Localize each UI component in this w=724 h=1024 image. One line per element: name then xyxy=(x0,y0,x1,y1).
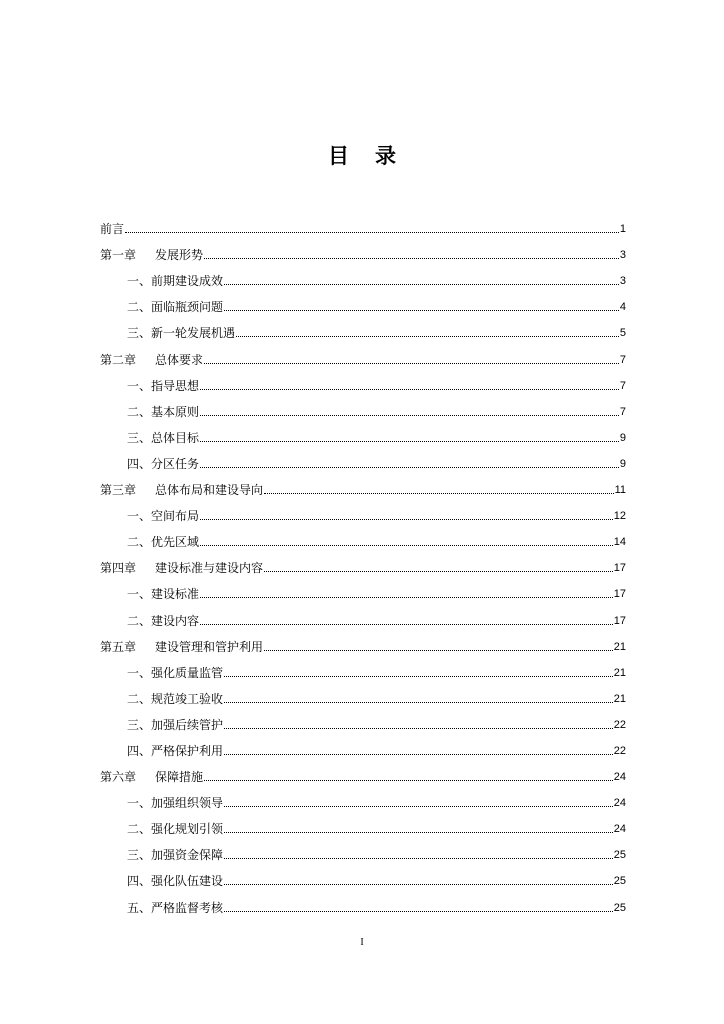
toc-dot-leader xyxy=(224,728,613,729)
toc-dot-leader xyxy=(224,676,613,677)
toc-entry-label: 总体布局和建设导向 xyxy=(155,483,264,498)
toc-page-number: 17 xyxy=(613,588,626,601)
toc-section-entry[interactable] xyxy=(100,706,626,732)
toc-chapter-number: 第一章 xyxy=(100,248,137,263)
toc-dot-leader xyxy=(200,389,619,390)
toc-entry-label: 一、建设标准 xyxy=(127,587,200,602)
toc-page-number: 9 xyxy=(619,431,626,444)
toc-entry-label: 一、前期建设成效 xyxy=(127,274,224,289)
toc-page-number: 7 xyxy=(619,405,626,418)
toc-section-entry[interactable] xyxy=(100,862,626,888)
toc-chapter-number: 第三章 xyxy=(100,483,137,498)
toc-page-number: 5 xyxy=(619,327,626,340)
toc-page-number: 24 xyxy=(613,823,626,836)
toc-dot-leader xyxy=(204,780,613,781)
toc-dot-leader xyxy=(224,884,613,885)
page-title xyxy=(0,140,724,170)
toc-page-number: 22 xyxy=(613,718,626,731)
toc-page-number: 12 xyxy=(613,510,626,523)
toc-entry-label: 发展形势 xyxy=(155,248,204,263)
toc-dot-leader xyxy=(200,597,613,598)
title-char-2: 录 xyxy=(375,143,396,168)
toc-page-number: 1 xyxy=(619,223,626,236)
toc-entry-label: 前言 xyxy=(100,222,125,237)
toc-dot-leader xyxy=(200,545,613,546)
toc-page-number: 21 xyxy=(613,640,626,653)
toc-entry-label: 四、分区任务 xyxy=(127,456,200,471)
toc-chapter-number: 第四章 xyxy=(100,561,137,576)
toc-section-entry[interactable] xyxy=(100,314,626,340)
toc-section-entry[interactable] xyxy=(100,262,626,288)
toc-chapter-number: 第二章 xyxy=(100,352,137,367)
toc-dot-leader xyxy=(224,310,619,311)
table-of-contents xyxy=(100,210,626,915)
toc-entry-label: 二、优先区域 xyxy=(127,535,200,550)
toc-dot-leader xyxy=(125,232,619,233)
toc-entry-label: 建设标准与建设内容 xyxy=(155,561,264,576)
toc-chapter-entry[interactable] xyxy=(100,628,626,654)
toc-dot-leader xyxy=(200,624,613,625)
toc-section-entry[interactable] xyxy=(100,601,626,627)
toc-page-number: 24 xyxy=(613,771,626,784)
toc-dot-leader xyxy=(200,415,619,416)
toc-chapter-entry[interactable] xyxy=(100,340,626,366)
toc-section-entry[interactable] xyxy=(100,497,626,523)
toc-section-entry[interactable] xyxy=(100,523,626,549)
toc-entry-label: 总体要求 xyxy=(155,352,204,367)
toc-dot-leader xyxy=(200,441,619,442)
toc-dot-leader xyxy=(200,467,619,468)
toc-entry-label: 四、严格保护利用 xyxy=(127,743,224,758)
toc-page-number: 3 xyxy=(619,275,626,288)
toc-chapter-number: 第五章 xyxy=(100,639,137,654)
toc-entry-label: 二、规范竣工验收 xyxy=(127,691,224,706)
toc-entry-label: 三、总体目标 xyxy=(127,430,200,445)
toc-entry-label: 保障措施 xyxy=(155,770,204,785)
toc-chapter-entry[interactable] xyxy=(100,471,626,497)
toc-section-entry[interactable] xyxy=(100,836,626,862)
toc-entry-label: 三、新一轮发展机遇 xyxy=(127,326,236,341)
toc-section-entry[interactable] xyxy=(100,784,626,810)
toc-dot-leader xyxy=(224,858,613,859)
toc-page-number: 4 xyxy=(619,301,626,314)
toc-chapter-entry[interactable] xyxy=(100,210,626,236)
toc-dot-leader xyxy=(236,336,619,337)
toc-entry-label: 建设管理和管护利用 xyxy=(155,639,264,654)
toc-section-entry[interactable] xyxy=(100,445,626,471)
toc-page-number: 25 xyxy=(613,875,626,888)
toc-page-number: 21 xyxy=(613,692,626,705)
toc-page-number: 22 xyxy=(613,744,626,757)
toc-section-entry[interactable] xyxy=(100,419,626,445)
toc-entry-label: 四、强化队伍建设 xyxy=(127,874,224,889)
toc-dot-leader xyxy=(224,832,613,833)
toc-section-entry[interactable] xyxy=(100,888,626,914)
toc-page-number: 7 xyxy=(619,353,626,366)
toc-entry-label: 一、空间布局 xyxy=(127,509,200,524)
toc-dot-leader xyxy=(224,754,613,755)
toc-dot-leader xyxy=(200,519,613,520)
toc-dot-leader xyxy=(224,702,613,703)
toc-section-entry[interactable] xyxy=(100,654,626,680)
toc-page-number: 17 xyxy=(613,614,626,627)
toc-dot-leader xyxy=(224,284,619,285)
toc-entry-label: 二、建设内容 xyxy=(127,613,200,628)
toc-chapter-entry[interactable] xyxy=(100,758,626,784)
toc-entry-label: 一、加强组织领导 xyxy=(127,796,224,811)
toc-page-number: 17 xyxy=(613,562,626,575)
toc-page-number: 14 xyxy=(613,536,626,549)
toc-chapter-entry[interactable] xyxy=(100,549,626,575)
toc-section-entry[interactable] xyxy=(100,288,626,314)
toc-entry-label: 三、加强后续管护 xyxy=(127,717,224,732)
toc-dot-leader xyxy=(224,806,613,807)
toc-page-number: 24 xyxy=(613,797,626,810)
toc-dot-leader xyxy=(204,363,619,364)
toc-entry-label: 一、指导思想 xyxy=(127,378,200,393)
toc-section-entry[interactable] xyxy=(100,680,626,706)
toc-chapter-number: 第六章 xyxy=(100,770,137,785)
toc-dot-leader xyxy=(264,493,614,494)
toc-dot-leader xyxy=(264,571,613,572)
toc-page-number: 11 xyxy=(614,484,626,497)
toc-chapter-entry[interactable] xyxy=(100,236,626,262)
toc-page-number: 25 xyxy=(613,901,626,914)
toc-section-entry[interactable] xyxy=(100,575,626,601)
toc-dot-leader xyxy=(264,650,613,651)
title-char-1: 目 xyxy=(328,143,349,168)
toc-section-entry[interactable] xyxy=(100,393,626,419)
toc-entry-label: 一、强化质量监管 xyxy=(127,665,224,680)
toc-entry-label: 二、面临瓶颈问题 xyxy=(127,300,224,315)
toc-page-number: 7 xyxy=(619,379,626,392)
toc-page-number: 9 xyxy=(619,457,626,470)
toc-entry-label: 五、严格监督考核 xyxy=(127,900,224,915)
toc-section-entry[interactable] xyxy=(100,367,626,393)
toc-dot-leader xyxy=(204,258,619,259)
toc-page-number: 3 xyxy=(619,249,626,262)
footer-page-number: I xyxy=(360,937,364,948)
toc-dot-leader xyxy=(224,911,613,912)
toc-section-entry[interactable] xyxy=(100,732,626,758)
toc-entry-label: 三、加强资金保障 xyxy=(127,848,224,863)
toc-page-number: 21 xyxy=(613,666,626,679)
toc-page-number: 25 xyxy=(613,849,626,862)
toc-entry-label: 二、基本原则 xyxy=(127,404,200,419)
toc-entry-label: 二、强化规划引领 xyxy=(127,822,224,837)
toc-section-entry[interactable] xyxy=(100,810,626,836)
